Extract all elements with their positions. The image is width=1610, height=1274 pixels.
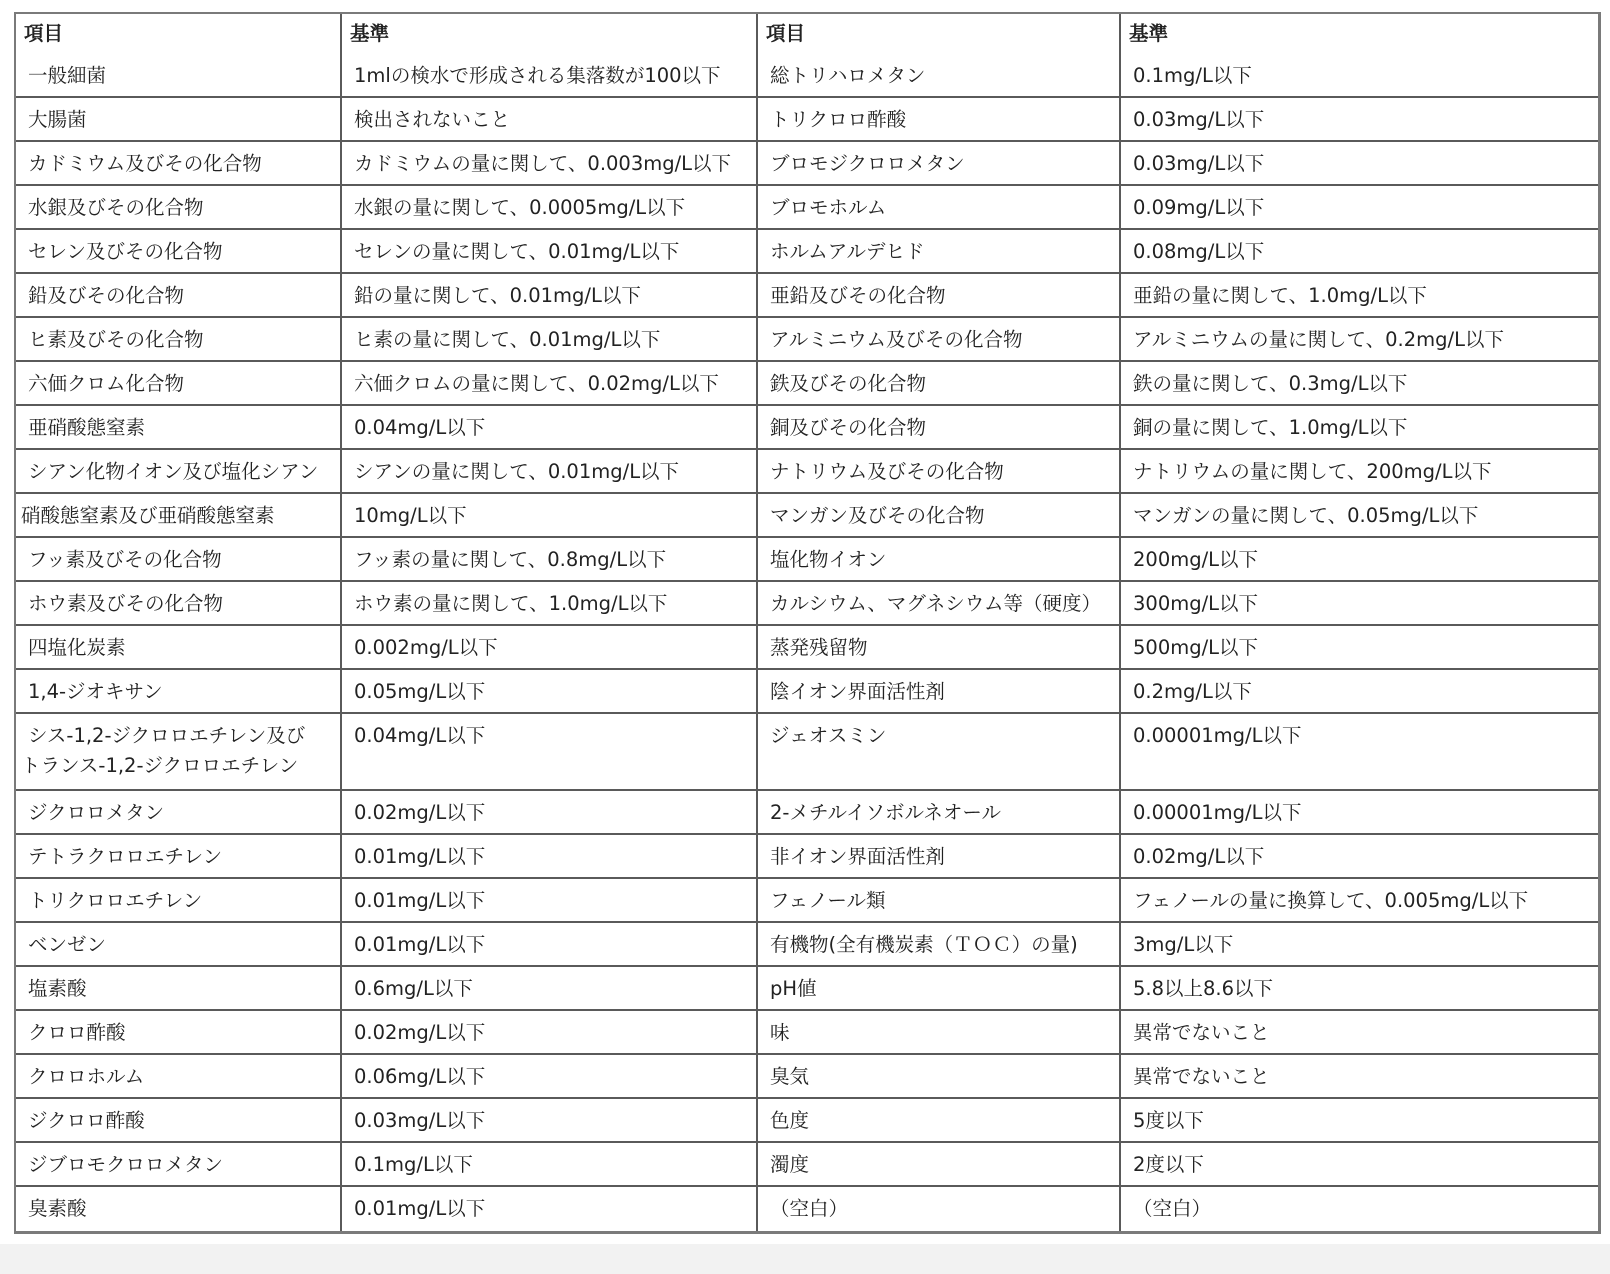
item-right-cell: ナトリウム及びその化合物 xyxy=(758,450,1121,494)
item-right-cell: 味 xyxy=(758,1011,1121,1055)
header-standard-right: 基準 xyxy=(1129,22,1169,45)
item-left-cell: 塩素酸 xyxy=(16,967,342,1011)
header-item-right: 項目 xyxy=(758,14,1121,54)
standard-right-cell: 0.03mg/L以下 xyxy=(1121,142,1598,186)
item-right-cell: マンガン及びその化合物 xyxy=(758,494,1121,538)
item-right-cell: ブロモホルム xyxy=(758,186,1121,230)
table-row xyxy=(16,582,1598,626)
item-left-cell: ベンゼン xyxy=(16,923,342,967)
item-right-cell: トリクロロ酢酸 xyxy=(758,98,1121,142)
item-right-cell: アルミニウム及びその化合物 xyxy=(758,318,1121,362)
item-right-cell: 鉄及びその化合物 xyxy=(758,362,1121,406)
standard-left-cell: カドミウムの量に関して、0.003mg/L以下 xyxy=(342,142,758,186)
table-row xyxy=(16,494,1598,538)
table-row xyxy=(16,791,1598,835)
item-right-cell: ジェオスミン xyxy=(758,714,1121,791)
table-row xyxy=(16,142,1598,186)
table-row xyxy=(16,714,1598,791)
standard-left-cell: 0.06mg/L以下 xyxy=(342,1055,758,1099)
standard-left-cell: 0.04mg/L以下 xyxy=(342,406,758,450)
standard-right-cell: 0.02mg/L以下 xyxy=(1121,835,1598,879)
standard-left-cell: 0.03mg/L以下 xyxy=(342,1099,758,1143)
table-row xyxy=(16,967,1598,1011)
table-row xyxy=(16,54,1598,98)
standard-right-cell: 0.2mg/L以下 xyxy=(1121,670,1598,714)
item-left-cell: ヒ素及びその化合物 xyxy=(16,318,342,362)
standard-left-cell: ヒ素の量に関して、0.01mg/L以下 xyxy=(342,318,758,362)
item-left-cell: 一般細菌 xyxy=(16,54,342,98)
table-row xyxy=(16,670,1598,714)
item-left-cell: カドミウム及びその化合物 xyxy=(16,142,342,186)
standard-left-cell: 0.02mg/L以下 xyxy=(342,791,758,835)
standard-right-cell: 鉄の量に関して、0.3mg/L以下 xyxy=(1121,362,1598,406)
standard-right-cell: 0.00001mg/L以下 xyxy=(1121,791,1598,835)
header-item-left: 項目 xyxy=(16,14,342,54)
table-row xyxy=(16,879,1598,923)
standard-right-cell: 300mg/L以下 xyxy=(1121,582,1598,626)
item-right-cell: 亜鉛及びその化合物 xyxy=(758,274,1121,318)
item-left-cell: 臭素酸 xyxy=(16,1187,342,1231)
standard-left-cell: 0.04mg/L以下 xyxy=(342,714,758,791)
table-row xyxy=(16,1011,1598,1055)
page-bottom-background xyxy=(0,1244,1610,1274)
item-right-cell: 陰イオン界面活性剤 xyxy=(758,670,1121,714)
item-left-cell: 1,4-ジオキサン xyxy=(16,670,342,714)
item-left-cell: フッ素及びその化合物 xyxy=(16,538,342,582)
item-right-cell: ホルムアルデヒド xyxy=(758,230,1121,274)
item-left-cell: 四塩化炭素 xyxy=(16,626,342,670)
standard-left-cell: 鉛の量に関して、0.01mg/L以下 xyxy=(342,274,758,318)
standard-left-cell: 0.01mg/L以下 xyxy=(342,879,758,923)
standard-left-cell: 0.01mg/L以下 xyxy=(342,923,758,967)
standard-left-cell: 0.6mg/L以下 xyxy=(342,967,758,1011)
item-right-cell: （空白） xyxy=(758,1187,1121,1231)
item-right-cell: ブロモジクロロメタン xyxy=(758,142,1121,186)
table-row xyxy=(16,406,1598,450)
table-row xyxy=(16,450,1598,494)
standard-left-cell: 六価クロムの量に関して、0.02mg/L以下 xyxy=(342,362,758,406)
table-row xyxy=(16,835,1598,879)
item-left-cell: クロロホルム xyxy=(16,1055,342,1099)
water-quality-standards-table xyxy=(14,12,1601,1234)
item-left-cell: ホウ素及びその化合物 xyxy=(16,582,342,626)
table-row xyxy=(16,1187,1598,1231)
standard-left-cell: フッ素の量に関して、0.8mg/L以下 xyxy=(342,538,758,582)
table-row xyxy=(16,626,1598,670)
standard-left-cell: セレンの量に関して、0.01mg/L以下 xyxy=(342,230,758,274)
item-left-cell: 六価クロム化合物 xyxy=(16,362,342,406)
table-row xyxy=(16,1099,1598,1143)
item-right-cell: 総トリハロメタン xyxy=(758,54,1121,98)
standard-right-cell: 0.08mg/L以下 xyxy=(1121,230,1598,274)
table-row xyxy=(16,186,1598,230)
item-left-line-1: シス-1,2-ジクロロエチレン及び xyxy=(28,724,306,747)
item-left-line-2: トランス-1,2-ジクロロエチレン xyxy=(21,754,299,777)
table-row xyxy=(16,1143,1598,1187)
item-right-cell: 濁度 xyxy=(758,1143,1121,1187)
item-right-cell: 銅及びその化合物 xyxy=(758,406,1121,450)
table-row xyxy=(16,230,1598,274)
table-row xyxy=(16,538,1598,582)
standard-right-cell: 0.00001mg/L以下 xyxy=(1121,714,1598,791)
table-row xyxy=(16,362,1598,406)
item-right-cell: 2-メチルイソボルネオール xyxy=(758,791,1121,835)
standard-right-cell: アルミニウムの量に関して、0.2mg/L以下 xyxy=(1121,318,1598,362)
standard-left-cell: 0.01mg/L以下 xyxy=(342,1187,758,1231)
table-row xyxy=(16,274,1598,318)
item-right-cell: 非イオン界面活性剤 xyxy=(758,835,1121,879)
item-left-cell: 鉛及びその化合物 xyxy=(16,274,342,318)
standard-left-cell: 0.1mg/L以下 xyxy=(342,1143,758,1187)
item-left-cell: シアン化物イオン及び塩化シアン xyxy=(16,450,342,494)
standard-left-cell: 水銀の量に関して、0.0005mg/L以下 xyxy=(342,186,758,230)
table-row xyxy=(16,318,1598,362)
item-right-cell: 色度 xyxy=(758,1099,1121,1143)
standard-right-cell: 500mg/L以下 xyxy=(1121,626,1598,670)
item-left-cell: 亜硝酸態窒素 xyxy=(16,406,342,450)
header-standard-left: 基準 xyxy=(342,14,758,54)
item-left-cell: 水銀及びその化合物 xyxy=(16,186,342,230)
item-left-cell: ジクロロメタン xyxy=(16,791,342,835)
standard-left-cell: ホウ素の量に関して、1.0mg/L以下 xyxy=(342,582,758,626)
standard-right-cell: 5.8以上8.6以下 xyxy=(1121,967,1598,1011)
table-header-row xyxy=(16,14,1598,54)
standard-right-cell: マンガンの量に関して、0.05mg/L以下 xyxy=(1121,494,1598,538)
item-left-cell: クロロ酢酸 xyxy=(16,1011,342,1055)
standard-right-cell: 0.03mg/L以下 xyxy=(1121,98,1598,142)
item-right-cell: 有機物(全有機炭素（ＴＯＣ）の量) xyxy=(758,923,1121,967)
standard-left-cell: 検出されないこと xyxy=(342,98,758,142)
item-left-cell: 大腸菌 xyxy=(16,98,342,142)
standard-left-cell: 0.002mg/L以下 xyxy=(342,626,758,670)
standard-left-cell: 1mlの検水で形成される集落数が100以下 xyxy=(342,54,758,98)
table-row xyxy=(16,923,1598,967)
item-left-cell: ジブロモクロロメタン xyxy=(16,1143,342,1187)
table-row xyxy=(16,1055,1598,1099)
standard-right-cell: 0.1mg/L以下 xyxy=(1121,54,1598,98)
standard-right-cell: 5度以下 xyxy=(1121,1099,1598,1143)
item-right-cell: カルシウム、マグネシウム等（硬度） xyxy=(758,582,1121,626)
standard-left-cell: 0.02mg/L以下 xyxy=(342,1011,758,1055)
standard-right-cell: ナトリウムの量に関して、200mg/L以下 xyxy=(1121,450,1598,494)
item-right-cell: 蒸発残留物 xyxy=(758,626,1121,670)
standard-right-cell: 0.09mg/L以下 xyxy=(1121,186,1598,230)
standard-right-cell: 異常でないこと xyxy=(1121,1011,1598,1055)
table-row xyxy=(16,98,1598,142)
standard-left-cell: 0.05mg/L以下 xyxy=(342,670,758,714)
standard-right-cell: 異常でないこと xyxy=(1121,1055,1598,1099)
item-left-cell: セレン及びその化合物 xyxy=(16,230,342,274)
standard-left-cell: 10mg/L以下 xyxy=(342,494,758,538)
standard-left-cell: シアンの量に関して、0.01mg/L以下 xyxy=(342,450,758,494)
standard-right-cell: 亜鉛の量に関して、1.0mg/L以下 xyxy=(1121,274,1598,318)
standard-right-cell: 銅の量に関して、1.0mg/L以下 xyxy=(1121,406,1598,450)
item-right-cell: 臭気 xyxy=(758,1055,1121,1099)
standard-left-cell: 0.01mg/L以下 xyxy=(342,835,758,879)
item-left-cell: ジクロロ酢酸 xyxy=(16,1099,342,1143)
standard-right-cell: 3mg/L以下 xyxy=(1121,923,1598,967)
standard-right-cell: （空白） xyxy=(1133,1197,1212,1220)
item-left-cell: テトラクロロエチレン xyxy=(16,835,342,879)
standard-right-cell: 200mg/L以下 xyxy=(1121,538,1598,582)
item-left-cell xyxy=(16,714,342,791)
item-right-cell: フェノール類 xyxy=(758,879,1121,923)
item-left-cell: 硝酸態窒素及び亜硝酸態窒素 xyxy=(16,494,342,538)
item-left-cell: トリクロロエチレン xyxy=(16,879,342,923)
item-right-cell: pH値 xyxy=(758,967,1121,1011)
item-right-cell: 塩化物イオン xyxy=(758,538,1121,582)
standard-right-cell: 2度以下 xyxy=(1121,1143,1598,1187)
standard-right-cell: フェノールの量に換算して、0.005mg/L以下 xyxy=(1121,879,1598,923)
